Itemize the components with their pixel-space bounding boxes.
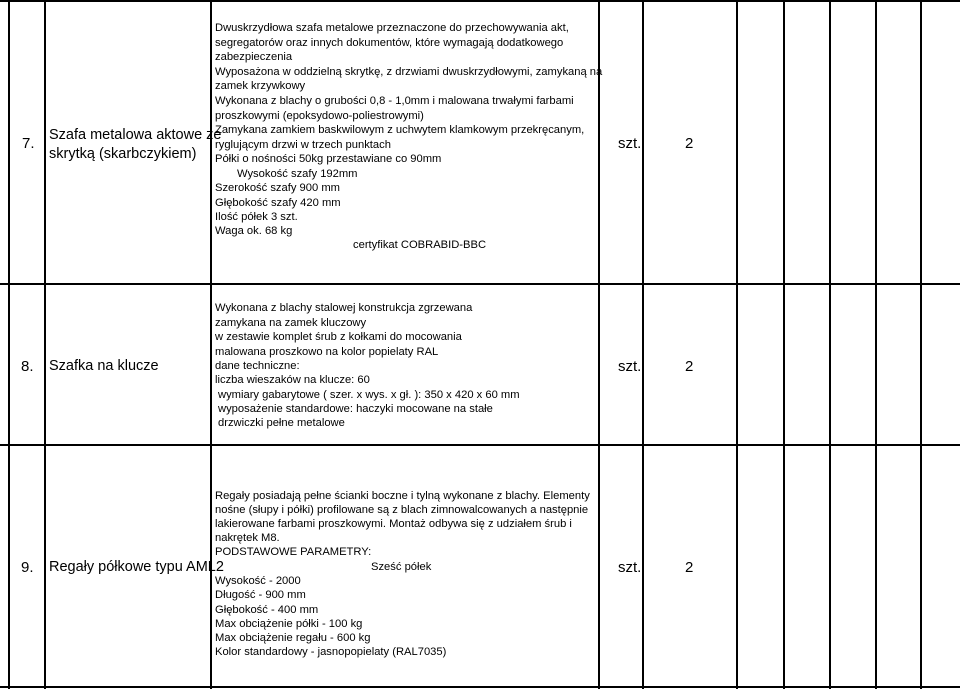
column-divider xyxy=(829,0,831,689)
description-line: Wyposażona w oddzielną skrytkę, z drzwiami dwuskrzydłowymi, zamykaną na xyxy=(215,66,603,78)
item-name-line: skrytką (skarbczykiem) xyxy=(49,146,197,162)
description-line: Max obciążenie regału - 600 kg xyxy=(215,632,371,644)
description-line: nakrętek M8. xyxy=(215,532,280,544)
description-line: zabezpieczenia xyxy=(215,51,293,63)
column-divider xyxy=(210,0,212,689)
table-border-left xyxy=(8,0,10,689)
certificate-line: certyfikat COBRABID-BBC xyxy=(353,239,487,251)
description-line: PODSTAWOWE PARAMETRY: xyxy=(215,546,372,558)
description-line: w zestawie komplet śrub z kołkami do mocowania xyxy=(215,331,462,343)
column-divider xyxy=(736,0,738,689)
item-name-line: Szafa metalowa aktowe ze xyxy=(49,127,222,143)
description-line: ryglującym drzwi w trzech punktach xyxy=(215,139,391,151)
unit-label: szt. xyxy=(618,358,642,375)
description-line: Głębokość - 400 mm xyxy=(215,604,319,616)
column-divider xyxy=(875,0,877,689)
description-line: Sześć półek xyxy=(371,561,432,573)
description-line: zamykana na zamek kluczowy xyxy=(215,317,367,329)
description-line: Ilość półek 3 szt. xyxy=(215,211,298,223)
unit-label: szt. xyxy=(618,559,642,576)
row-number: 8. xyxy=(21,358,34,375)
description-line: Wysokość szafy 192mm xyxy=(237,168,358,180)
column-divider xyxy=(642,0,644,689)
description-line: Szerokość szafy 900 mm xyxy=(215,182,340,194)
item-name-line: Regały półkowe typu AML2 xyxy=(49,559,224,575)
quantity-value: 2 xyxy=(685,135,694,152)
description-line: dane techniczne: xyxy=(215,360,300,372)
row-divider xyxy=(0,686,960,688)
row-number: 9. xyxy=(21,559,34,576)
description-line: wymiary gabarytowe ( szer. x wys. x gł. ): 350 x 420 x 60 mm xyxy=(218,389,520,401)
column-divider xyxy=(44,0,46,689)
description-line: malowana proszkowo na kolor popielaty RAL xyxy=(215,346,439,358)
description-line: lakierowane farbami proszkowymi. Montaż odbywa się z udziałem śrub i xyxy=(215,518,572,530)
description-line: zamek krzywkowy xyxy=(215,80,306,92)
column-divider xyxy=(598,0,600,689)
quantity-value: 2 xyxy=(685,358,694,375)
description-line: drzwiczki pełne metalowe xyxy=(218,417,345,429)
description-line: Półki o nośności 50kg przestawiane co 90mm xyxy=(215,153,442,165)
description-line: proszkowymi (epoksydowo-poliestrowymi) xyxy=(215,110,424,122)
quantity-value: 2 xyxy=(685,559,694,576)
row-divider xyxy=(0,0,960,2)
description-line: Regały posiadają pełne ścianki boczne i tylną wykonane z blachy. Elementy xyxy=(215,490,590,502)
description-line: wyposażenie standardowe: haczyki mocowane na stałe xyxy=(218,403,493,415)
description-line: nośne (słupy i półki) profilowane są z blach zimnowalcowanych a następnie xyxy=(215,504,589,516)
description-line: Waga ok. 68 kg xyxy=(215,225,293,237)
description-line: segregatorów oraz innych dokumentów, które wymagają dodatkowego xyxy=(215,37,564,49)
description-line: Głębokość szafy 420 mm xyxy=(215,197,341,209)
description-line: Dwuskrzydłowa szafa metalowe przeznaczone do przechowywania akt, xyxy=(215,22,569,34)
row-divider xyxy=(0,283,960,285)
unit-label: szt. xyxy=(618,135,642,152)
description-line: liczba wieszaków na klucze: 60 xyxy=(215,374,370,386)
description-line: Max obciążenie półki - 100 kg xyxy=(215,618,363,630)
description-line: Zamykana zamkiem baskwilowym z uchwytem klamkowym przekręcanym, xyxy=(215,124,585,136)
description-line: Wykonana z blachy stalowej konstrukcja zgrzewana xyxy=(215,302,473,314)
description-line: Wykonana z blachy o grubości 0,8 - 1,0mm i malowana trwałymi farbami xyxy=(215,95,574,107)
description-line: Długość - 900 mm xyxy=(215,589,306,601)
description-line: Wysokość - 2000 xyxy=(215,575,301,587)
item-name-line: Szafka na klucze xyxy=(49,358,159,374)
column-divider xyxy=(783,0,785,689)
description-line: Kolor standardowy - jasnopopielaty (RAL7035) xyxy=(215,646,447,658)
column-divider xyxy=(920,0,922,689)
row-number: 7. xyxy=(22,135,35,152)
row-divider xyxy=(0,444,960,446)
